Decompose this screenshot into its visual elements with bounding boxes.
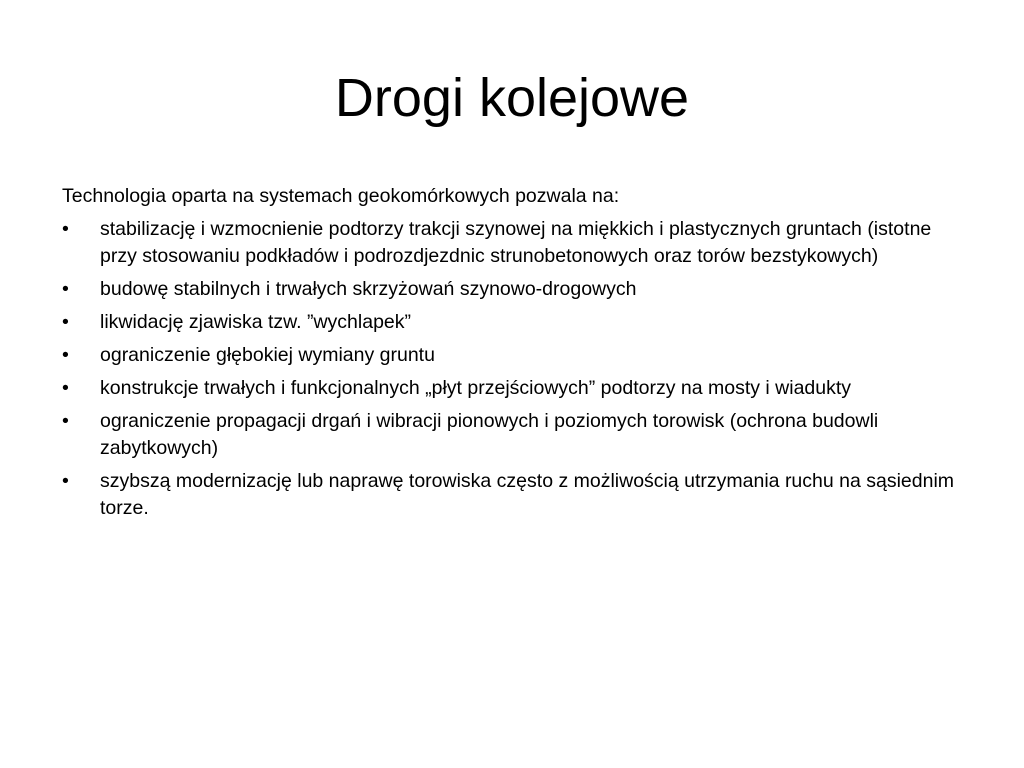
- bullet-text: szybszą modernizację lub naprawę torowiska często z możliwością utrzymania ruchu na sąsiednim torze.: [100, 470, 955, 519]
- intro-text: Technologia oparta na systemach geokomórkowych pozwala na:: [62, 185, 620, 207]
- bullet-icon: •: [62, 344, 69, 366]
- bullet-item: [62, 468, 967, 522]
- bullet-text: likwidację zjawiska tzw. ”wychlapek”: [100, 311, 412, 333]
- bullet-item: [62, 216, 967, 270]
- bullet-text: budowę stabilnych i trwałych skrzyżowań szynowo-drogowych: [100, 278, 637, 300]
- bullet-icon: •: [62, 218, 69, 240]
- bullet-text: ograniczenie propagacji drgań i wibracji pionowych i poziomych torowisk (ochrona budowli zabytkowych): [100, 410, 879, 459]
- bullet-item: [62, 342, 967, 369]
- bullet-text: konstrukcje trwałych i funkcjonalnych „płyt przejściowych” podtorzy na mosty i wiadukty: [100, 377, 852, 399]
- bullet-text: ograniczenie głębokiej wymiany gruntu: [100, 344, 435, 366]
- bullet-item: [62, 408, 967, 462]
- bullet-icon: •: [62, 470, 69, 492]
- bullet-icon: •: [62, 311, 69, 333]
- bullet-item: [62, 309, 967, 336]
- bullet-item: [62, 276, 967, 303]
- bullet-text: stabilizację i wzmocnienie podtorzy trakcji szynowej na miękkich i plastycznych gruntach (istotne przy stosowaniu podkładów i podrozdjezdnic strunobetonowych oraz torów bezstykowych): [100, 218, 932, 267]
- bullet-icon: •: [62, 410, 69, 432]
- bullet-list: [62, 216, 967, 522]
- slide-title: Drogi kolejowe: [334, 68, 690, 128]
- bullet-icon: •: [62, 377, 69, 399]
- bullet-icon: •: [62, 278, 69, 300]
- bullet-item: [62, 375, 967, 402]
- slide-content: [62, 183, 967, 528]
